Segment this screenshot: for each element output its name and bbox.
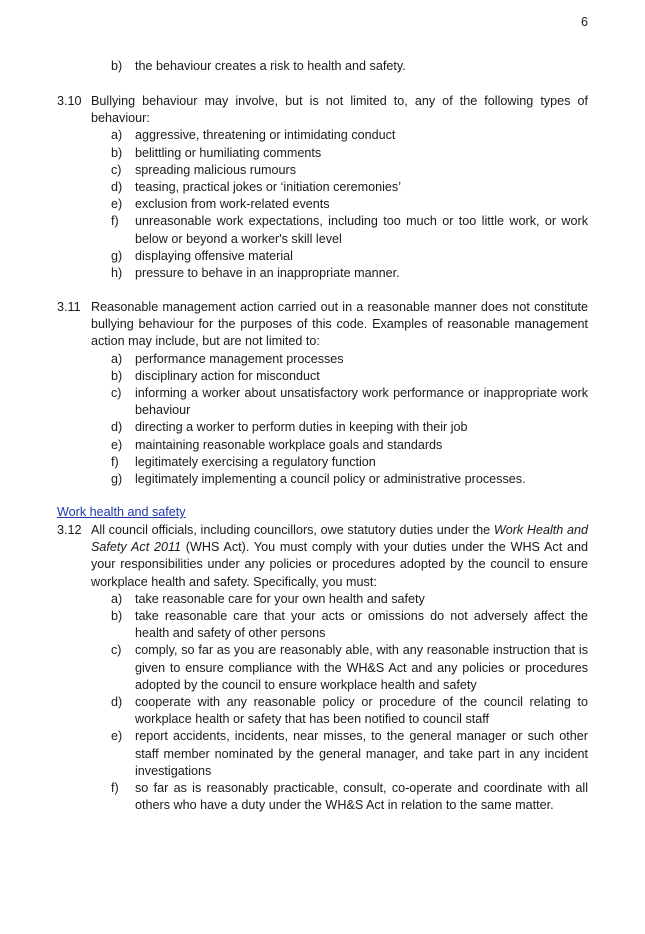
item-label: f): [111, 781, 119, 796]
list-item: [111, 213, 588, 247]
clause-3-12: [57, 522, 588, 814]
item-text: the behaviour creates a risk to health and safety.: [135, 59, 406, 73]
item-label: a): [111, 351, 123, 366]
item-text: informing a worker about unsatisfactory work performance or inappropriate work behaviour: [135, 386, 588, 418]
list-item: [111, 419, 588, 436]
item-label: e): [111, 437, 123, 452]
list-item: [111, 694, 588, 728]
item-label: e): [111, 197, 123, 212]
item-label: e): [111, 729, 123, 744]
clause-3-10: [57, 93, 588, 282]
item-label: b): [111, 145, 123, 160]
clause-3-10-items: [57, 127, 588, 282]
item-label: d): [111, 180, 123, 195]
act-title: Work Health and Safety Act 2011: [91, 523, 588, 555]
item-text: comply, so far as you are reasonably able, with any reasonable instruction that is given to ensure compliance with the WH&S Act and any policies or procedures adopted by the council to ensure workplace health and safety: [135, 643, 588, 692]
item-text: maintaining reasonable workplace goals and standards: [135, 437, 443, 452]
item-text: pressure to behave in an inappropriate manner.: [135, 266, 400, 281]
item-text: report accidents, incidents, near misses, to the general manager or such other staff member nominated by the general manager, and take part in any incident investigations: [135, 729, 588, 778]
item-text: spreading malicious rumours: [135, 162, 296, 177]
item-text: aggressive, threatening or intimidating conduct: [135, 128, 396, 143]
list-item: [111, 179, 588, 196]
clause-number: 3.10: [57, 94, 82, 108]
clause-text: Reasonable management action carried out in a reasonable manner does not constitute bullying behaviour for the purposes of this code. Examples of reasonable management action may include, but are not limited to:: [91, 300, 588, 349]
list-item: [111, 385, 588, 419]
item-text: take reasonable care for your own health and safety: [135, 591, 425, 606]
list-item: [111, 127, 588, 144]
item-label: d): [111, 695, 123, 710]
clause-text: All council officials, including councillors, owe statutory duties under the Work Health and Safety Act 2011 (WHS Act). You must comply with your duties under the WHS Act and your responsibilities under any policies or procedures adopted by the council to ensure workplace health and safety. Specifically, you must:: [91, 523, 588, 589]
item-text: performance management processes: [135, 351, 344, 366]
list-item: [111, 248, 588, 265]
item-label: c): [111, 643, 122, 658]
item-label: f): [111, 454, 119, 469]
item-text: directing a worker to perform duties in keeping with their job: [135, 420, 468, 435]
clause-number: 3.12: [57, 523, 82, 537]
item-label: g): [111, 248, 123, 263]
item-label: d): [111, 420, 123, 435]
list-item: [111, 265, 588, 282]
item-text: belittling or humiliating comments: [135, 145, 322, 160]
list-item: [111, 145, 588, 162]
list-item: [111, 642, 588, 694]
continued-list: [57, 58, 588, 75]
list-item: [111, 608, 588, 642]
item-text: cooperate with any reasonable policy or procedure of the council relating to workplace health or safety that has been notified to council staff: [135, 695, 588, 727]
item-text: legitimately implementing a council policy or administrative processes.: [135, 472, 526, 487]
item-text: teasing, practical jokes or ‘initiation ceremonies’: [135, 180, 401, 195]
item-text: unreasonable work expectations, including too much or too little work, or work below or beyond a worker's skill level: [135, 214, 588, 246]
item-text: disciplinary action for misconduct: [135, 368, 320, 383]
item-text: displaying offensive material: [135, 248, 293, 263]
item-text: take reasonable care that your acts or omissions do not adversely affect the health and safety of other persons: [135, 609, 588, 641]
clause-3-12-items: [57, 591, 588, 815]
list-item: [111, 162, 588, 179]
item-text: so far as is reasonably practicable, consult, co-operate and coordinate with all others who have a duty under the WH&S Act in relation to the same matter.: [135, 781, 588, 813]
list-item: [111, 728, 588, 780]
item-label: b): [111, 59, 123, 73]
item-label: h): [111, 266, 123, 281]
section-heading-work-health-and-safety[interactable]: Work health and safety: [57, 505, 186, 519]
item-label: a): [111, 591, 123, 606]
list-item: [111, 591, 588, 608]
list-item: [111, 196, 588, 213]
page-number: 6: [580, 15, 588, 29]
item-label: b): [111, 609, 123, 624]
clause-text: Bullying behaviour may involve, but is not limited to, any of the following types of behaviour:: [91, 94, 588, 126]
list-item: [111, 471, 588, 488]
list-item: [111, 454, 588, 471]
clause-number: 3.11: [57, 300, 81, 314]
item-label: b): [111, 368, 123, 383]
item-text: legitimately exercising a regulatory function: [135, 454, 376, 469]
item-label: f): [111, 214, 119, 229]
item-label: g): [111, 472, 123, 487]
list-item: [111, 437, 588, 454]
list-item: [111, 351, 588, 368]
item-label: c): [111, 162, 122, 177]
list-item: [111, 58, 588, 75]
item-label: a): [111, 128, 123, 143]
clause-3-11: [57, 299, 588, 488]
item-label: c): [111, 386, 122, 401]
list-item: [111, 780, 588, 814]
list-item: [111, 368, 588, 385]
item-text: exclusion from work-related events: [135, 197, 330, 212]
clause-3-11-items: [57, 351, 588, 489]
